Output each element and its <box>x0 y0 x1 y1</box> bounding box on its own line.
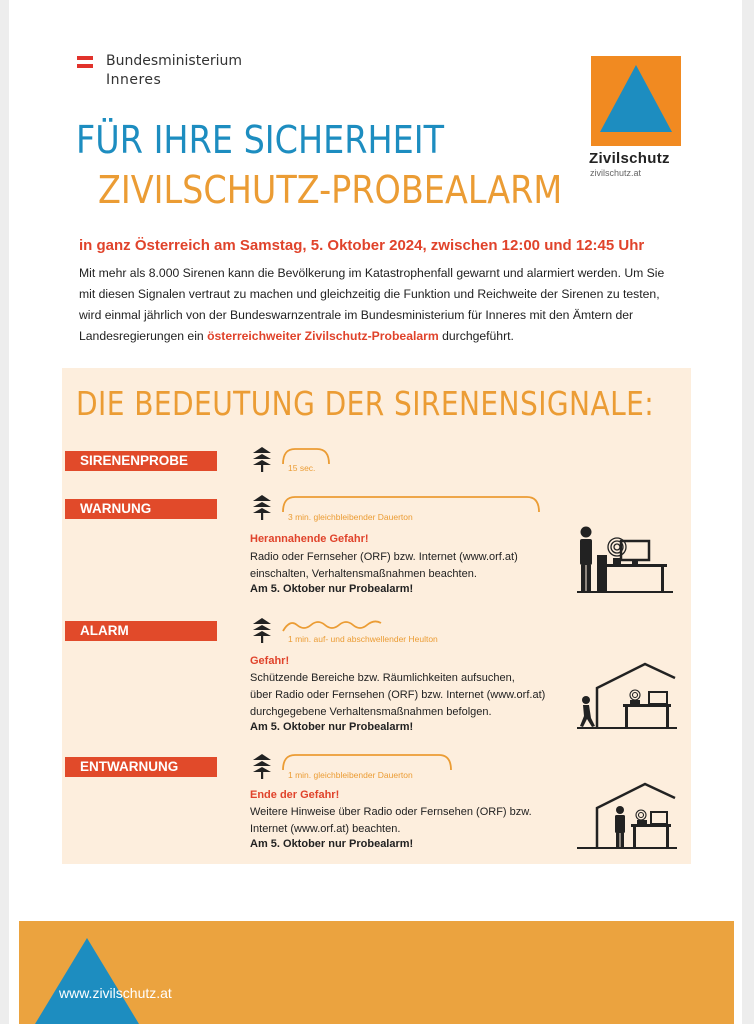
siren-icon <box>251 617 273 643</box>
footer-triangle-icon <box>19 921 149 1024</box>
intro-text-end: durchgeführt. <box>438 329 514 343</box>
description-line: einschalten, Verhaltensmaßnahmen beachten. <box>250 568 477 580</box>
logo-url: zivilschutz.at <box>590 168 642 178</box>
headline-line1: FÜR IHRE SICHERHEIT <box>76 118 445 162</box>
signals-title: DIE BEDEUTUNG DER SIRENENSIGNALE: <box>76 384 655 423</box>
signal-label-alarm: ALARM <box>65 621 217 641</box>
signal-label-entwarnung: ENTWARNUNG <box>65 757 217 777</box>
description-line: Schützende Bereiche bzw. Räumlichkeiten aufsuchen, <box>250 672 515 684</box>
person-tv-icon <box>575 525 675 593</box>
headline-line2: ZIVILSCHUTZ-PROBEALARM <box>98 168 563 212</box>
intro-text: Mit mehr als 8.000 Sirenen kann die Bevölkerung im Katastrophenfall gewarnt und alarmiert werden. Um Sie mit diesen Signalen vertraut zu machen und gleichzeitig die Funktion und Reichweite der Sirenen zu testen, wird einmal jährlich von der Bundeswarnzentrale im Bundesministerium für Inneres mit den Ämtern der Landesregierungen ein <box>79 266 665 343</box>
description-line: Internet (www.orf.at) beachten. <box>250 823 401 835</box>
ministry-name: Bundesministerium <box>106 53 242 69</box>
intro-highlight: österreichweiter Zivilschutz-Probealarm <box>207 329 439 343</box>
ministry-subtitle: Inneres <box>106 72 162 88</box>
danger-heading: Herannahende Gefahr! <box>250 533 369 545</box>
siren-icon <box>251 494 273 520</box>
signal-label-sirenenprobe: SIRENENPROBE <box>65 451 217 471</box>
danger-heading: Gefahr! <box>250 655 290 667</box>
siren-icon <box>251 446 273 472</box>
probealarm-note: Am 5. Oktober nur Probealarm! <box>250 838 414 850</box>
signal-wave-constant <box>281 753 455 771</box>
person-indoors-icon <box>575 780 679 850</box>
danger-heading: Ende der Gefahr! <box>250 789 340 801</box>
signal-label-warnung: WARNUNG <box>65 499 217 519</box>
wave-label: 1 min. gleichbleibender Dauerton <box>288 770 413 780</box>
wave-label: 1 min. auf- und abschwellender Heulton <box>288 634 438 644</box>
wave-label: 15 sec. <box>288 463 316 473</box>
siren-icon <box>251 753 273 779</box>
signal-description <box>250 804 550 838</box>
poster-page <box>9 0 742 1024</box>
probealarm-note: Am 5. Oktober nur Probealarm! <box>250 721 414 733</box>
probealarm-note: Am 5. Oktober nur Probealarm! <box>250 583 414 595</box>
logo-label: Zivilschutz <box>589 150 670 167</box>
zivilschutz-logo-icon <box>591 56 681 146</box>
signal-wave-oscillating <box>281 617 391 635</box>
description-line: über Radio oder Fernsehen (ORF) bzw. Internet (www.orf.at) <box>250 689 546 701</box>
description-line: durchgegebene Verhaltensmaßnahmen befolgen. <box>250 706 492 718</box>
footer-url: www.zivilschutz.at <box>59 985 172 1001</box>
description-line: Radio oder Fernseher (ORF) bzw. Internet (www.orf.at) <box>250 551 518 563</box>
signal-description <box>250 549 550 583</box>
date-line: in ganz Österreich am Samstag, 5. Oktober 2024, zwischen 12:00 und 12:45 Uhr <box>79 237 645 254</box>
intro-paragraph <box>79 263 679 347</box>
person-house-icon <box>575 660 679 730</box>
wave-label: 3 min. gleichbleibender Dauerton <box>288 512 413 522</box>
austria-flag-icon <box>77 56 93 68</box>
signal-description <box>250 670 570 721</box>
signal-wave-constant <box>281 495 543 513</box>
footer-band <box>19 921 734 1024</box>
description-line: Weitere Hinweise über Radio oder Fernsehen (ORF) bzw. <box>250 806 532 818</box>
